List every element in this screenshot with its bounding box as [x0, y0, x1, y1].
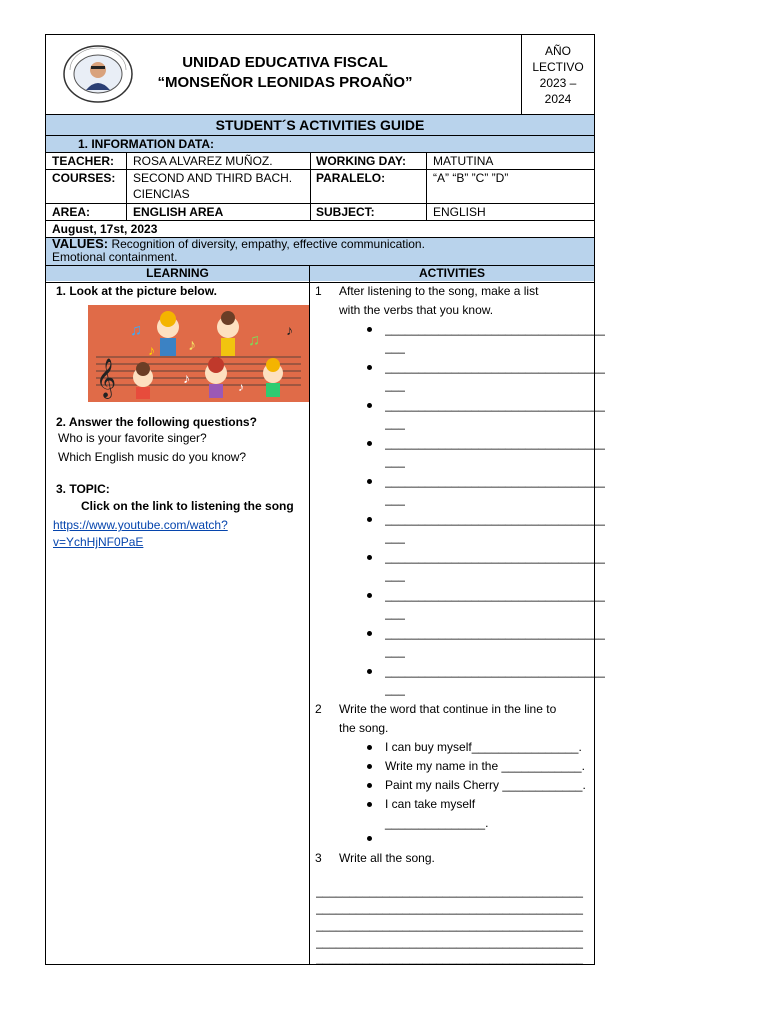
verb-blank-tail: ___	[385, 378, 406, 392]
verb-blank-tail: ___	[385, 416, 406, 430]
verb-blank-line: _________________________________	[385, 664, 605, 678]
svg-text:♪: ♪	[286, 322, 293, 338]
activity2-number: 2	[315, 702, 322, 716]
values-line1	[52, 237, 425, 251]
info-col-divider	[310, 152, 311, 220]
learning-step3: 3. TOPIC:	[56, 482, 110, 496]
lyric-4: I can take myself	[385, 797, 476, 811]
rule	[45, 169, 595, 170]
verb-blank-line: _________________________________	[385, 398, 605, 412]
bullet	[367, 836, 372, 841]
school-year-line1: AÑO	[544, 44, 571, 58]
columns-divider	[309, 265, 310, 965]
date: August, 17st, 2023	[52, 222, 158, 236]
song-writing-line: ________________________________________	[316, 901, 583, 915]
verb-blank-tail: ___	[385, 568, 406, 582]
school-year-line3: 2023 –	[539, 76, 577, 90]
info-col-divider	[126, 152, 127, 220]
paralelo-value: “A” “B” ”C” ”D”	[433, 171, 509, 185]
bullet	[367, 764, 372, 769]
song-writing-line: ________________________________________	[316, 884, 583, 898]
guide-title: STUDENT´S ACTIVITIES GUIDE	[215, 117, 425, 133]
courses-label: COURSES:	[52, 171, 116, 185]
info-heading: 1. INFORMATION DATA:	[78, 137, 214, 151]
lyric-3: Paint my nails Cherry ____________.	[385, 778, 586, 792]
values-label: VALUES:	[52, 236, 109, 251]
teacher-label: TEACHER:	[52, 154, 114, 168]
activity3-number: 3	[315, 851, 322, 865]
topic-instruction: Click on the link to listening the song	[81, 499, 294, 513]
teacher-value: ROSA ALVAREZ MUÑOZ.	[133, 154, 273, 168]
svg-text:♫: ♫	[130, 322, 142, 339]
activities-column-header: ACTIVITIES	[418, 266, 485, 280]
youtube-link-line1[interactable]: https://www.youtube.com/watch?	[53, 518, 228, 532]
verb-blank-line: _________________________________	[385, 588, 605, 602]
verb-blank-tail: ___	[385, 454, 406, 468]
youtube-link-line2[interactable]: v=YchHjNF0PaE	[53, 535, 144, 549]
values-text-line2: Emotional containment.	[52, 250, 178, 264]
bullet	[367, 631, 372, 636]
verb-blank-line: _________________________________	[385, 474, 605, 488]
bullet	[367, 441, 372, 446]
bullet	[367, 593, 372, 598]
school-year-line4: 2024	[544, 92, 572, 106]
verb-blank-tail: ___	[385, 340, 406, 354]
area-value: ENGLISH AREA	[133, 205, 224, 219]
svg-text:♪: ♪	[183, 370, 190, 386]
activity1-line2: with the verbs that you know.	[339, 303, 494, 317]
verb-blank-line: _________________________________	[385, 322, 605, 336]
school-year-line2: LECTIVO	[532, 60, 584, 74]
question-2: Which English music do you know?	[58, 450, 247, 464]
area-label: AREA:	[52, 205, 90, 219]
kids-singing-image	[88, 305, 309, 402]
bullet	[367, 669, 372, 674]
school-name-line2: “MONSEÑOR LEONIDAS PROAÑO”	[157, 74, 413, 91]
rule	[45, 152, 595, 153]
verb-blank-tail: ___	[385, 492, 406, 506]
bullet	[367, 403, 372, 408]
subject-label: SUBJECT:	[316, 205, 375, 219]
values-text-line1: Recognition of diversity, empathy, effective communication.	[108, 237, 425, 251]
verb-blank-line: _________________________________	[385, 360, 605, 374]
bullet	[367, 517, 372, 522]
learning-step2: 2. Answer the following questions?	[56, 415, 257, 429]
paralelo-label: PARALELO:	[316, 171, 386, 185]
verb-blank-tail: ___	[385, 644, 406, 658]
subject-value: ENGLISH	[433, 205, 486, 219]
courses-value-line2: CIENCIAS	[133, 187, 190, 201]
rule	[45, 203, 595, 204]
verb-blank-line: _________________________________	[385, 550, 605, 564]
school-name-line1: UNIDAD EDUCATIVA FISCAL	[182, 54, 388, 71]
bullet	[367, 783, 372, 788]
verb-blank-line: _________________________________	[385, 626, 605, 640]
bullet	[367, 802, 372, 807]
working-day-value: MATUTINA	[433, 154, 494, 168]
svg-text:♪: ♪	[188, 337, 196, 354]
svg-text:♪: ♪	[148, 342, 155, 358]
lyric-4-blank: _______________.	[385, 816, 489, 830]
activity2-line1: Write the word that continue in the line to	[339, 702, 557, 716]
svg-text:♪: ♪	[238, 380, 244, 394]
song-writing-line: ________________________________________	[316, 935, 583, 949]
learning-column-header: LEARNING	[146, 266, 209, 280]
bullet	[367, 365, 372, 370]
school-logo	[62, 44, 134, 104]
verb-blank-tail: ___	[385, 606, 406, 620]
rule	[45, 282, 595, 283]
lyric-1: I can buy myself________________.	[385, 740, 582, 754]
activity1-line1: After listening to the song, make a list	[339, 284, 539, 298]
verb-blank-tail: ___	[385, 530, 406, 544]
courses-value-line1: SECOND AND THIRD BACH.	[133, 171, 293, 185]
learning-step1: 1. Look at the picture below.	[56, 284, 217, 298]
verb-blank-line: _________________________________	[385, 512, 605, 526]
activity3-text: Write all the song.	[339, 851, 435, 865]
lyric-2: Write my name in the ____________.	[385, 759, 585, 773]
rule	[45, 220, 595, 221]
info-col-divider	[426, 152, 427, 220]
svg-text:♫: ♫	[248, 332, 260, 349]
activity2-line2: the song.	[339, 721, 389, 735]
song-writing-line: ________________________________________	[316, 918, 583, 932]
question-1: Who is your favorite singer?	[58, 431, 207, 445]
bullet	[367, 555, 372, 560]
activity1-number: 1	[315, 284, 322, 298]
working-day-label: WORKING DAY:	[316, 154, 406, 168]
bullet	[367, 479, 372, 484]
bullet	[367, 327, 372, 332]
svg-text:𝄞: 𝄞	[96, 358, 117, 398]
verb-blank-line: _________________________________	[385, 436, 605, 450]
song-writing-line: ________________________________________	[316, 951, 583, 965]
verb-blank-tail: ___	[385, 682, 406, 696]
bullet	[367, 745, 372, 750]
